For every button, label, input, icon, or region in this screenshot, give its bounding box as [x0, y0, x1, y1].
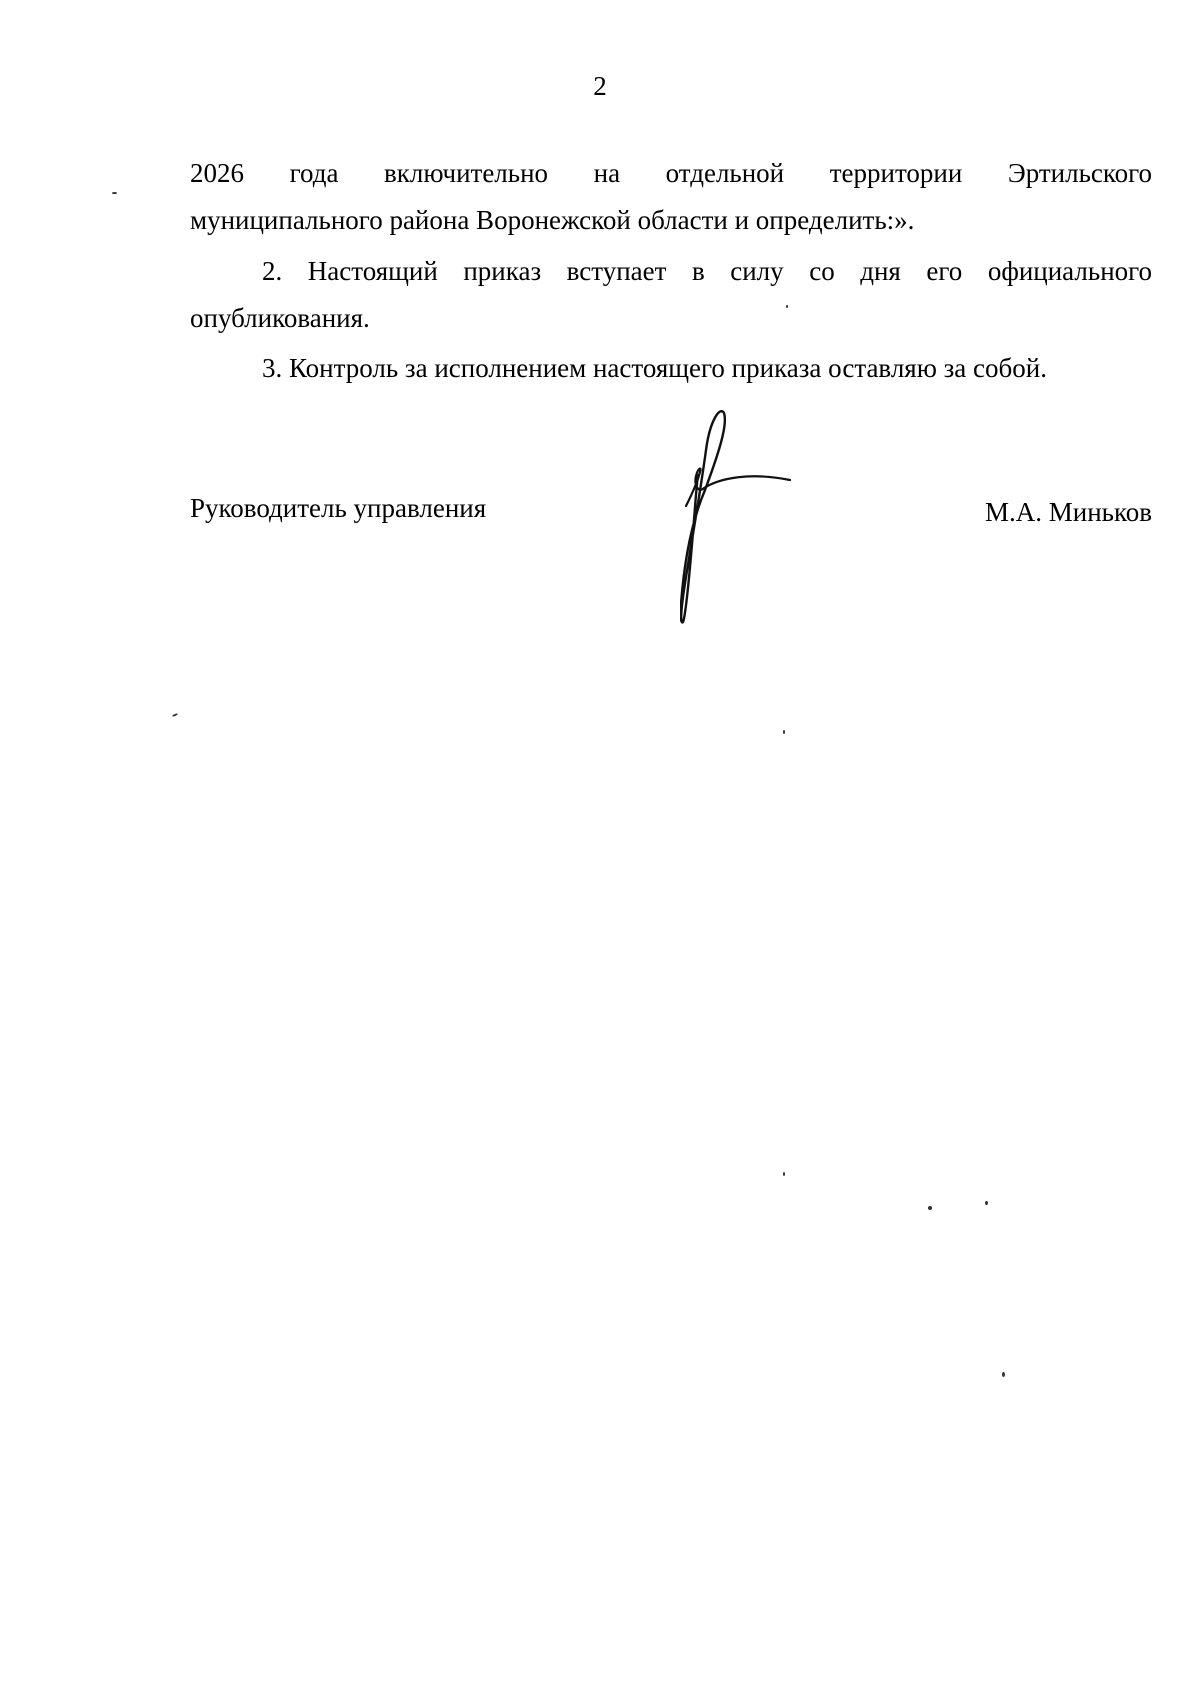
paragraph-line	[190, 248, 1152, 295]
scan-speck	[928, 1206, 932, 1210]
scan-speck	[985, 1201, 988, 1205]
word: силу	[730, 256, 784, 286]
word: 2.	[262, 256, 283, 286]
paragraph-line: 3. Контроль за исполнением настоящего приказа оставляю за собой.	[262, 353, 1047, 383]
scan-speck	[783, 730, 785, 734]
word: его	[926, 256, 963, 286]
scan-speck	[172, 713, 178, 717]
scan-speck	[1002, 1372, 1005, 1377]
signature-block	[190, 490, 1152, 530]
scan-speck	[786, 305, 788, 308]
word: территории	[829, 158, 963, 188]
word: года	[289, 158, 339, 188]
word: Эртильского	[1007, 158, 1153, 188]
paragraph-line: муниципального района Воронежской области и определить:».	[190, 205, 915, 235]
handwritten-signature-icon	[680, 410, 840, 630]
word: вступает	[566, 256, 667, 286]
word: дня	[860, 256, 901, 286]
word: отдельной	[665, 158, 785, 188]
word: включительно	[384, 158, 549, 188]
word: в	[691, 256, 705, 286]
word: на	[593, 158, 621, 188]
paragraph-line	[190, 150, 1152, 197]
paragraph-continuation	[190, 150, 1152, 244]
signer-position: Руководитель управления	[190, 493, 487, 523]
scan-speck	[112, 192, 117, 194]
word: приказ	[463, 256, 542, 286]
paragraph-line: опубликования.	[190, 303, 370, 333]
word: со	[809, 256, 835, 286]
page-number: 2	[593, 71, 607, 101]
scan-speck	[783, 1172, 785, 1176]
word: официального	[987, 256, 1153, 286]
signer-name: М.А. Миньков	[985, 497, 1152, 527]
word: Настоящий	[307, 256, 438, 286]
word: 2026	[190, 158, 244, 188]
paragraph-item-2	[190, 248, 1152, 342]
paragraph-item-3	[190, 345, 1152, 392]
